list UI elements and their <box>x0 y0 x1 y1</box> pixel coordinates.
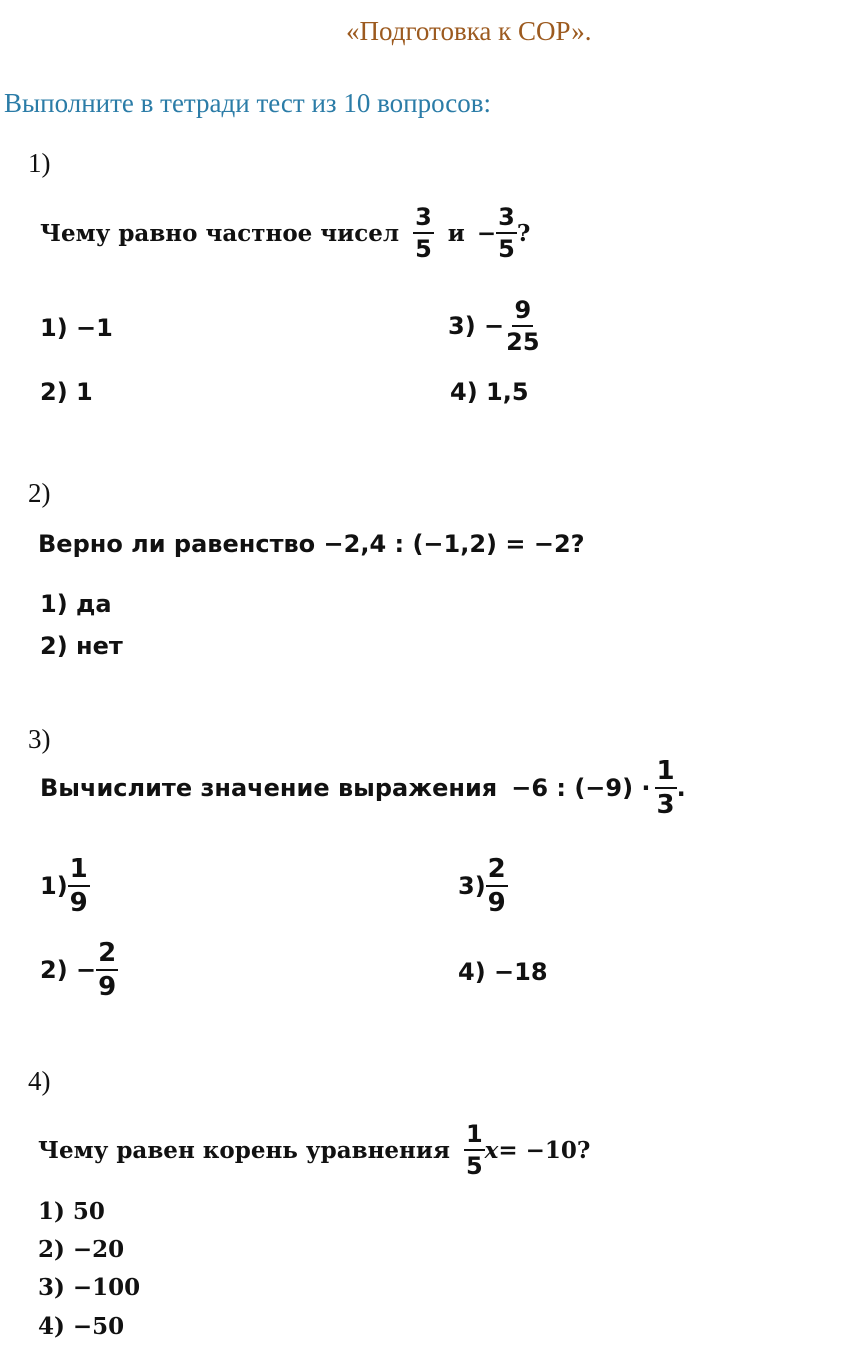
question-1-fraction-b <box>496 205 517 261</box>
question-4-variable: x <box>484 1136 499 1164</box>
question-3-number: 3) <box>28 724 51 754</box>
question-2-prompt: Верно ли равенство −2,4 : (−1,2) = −2? <box>38 530 585 558</box>
instruction-text: Выполните в тетради тест из 10 вопросов: <box>4 88 492 118</box>
question-1-option-1: 1) −1 <box>40 314 113 342</box>
fraction-numerator: 2 <box>96 940 118 971</box>
question-1-option-3 <box>448 298 542 354</box>
question-1-text: Чему равно частное чисел <box>40 219 400 247</box>
fraction-numerator: 1 <box>655 758 677 789</box>
question-2-number: 2) <box>28 478 51 508</box>
option-fraction <box>68 856 90 916</box>
question-4-option-2: 2) −20 <box>38 1236 125 1263</box>
fraction-numerator: 1 <box>68 856 90 887</box>
question-3-expression: −6 : (−9) · <box>511 774 651 802</box>
question-3-fraction <box>655 758 677 818</box>
question-4-fraction <box>464 1122 485 1178</box>
question-1-qmark: ? <box>516 219 531 247</box>
question-3-prompt <box>40 758 686 818</box>
question-1-number: 1) <box>28 148 51 178</box>
fraction-denominator: 9 <box>98 972 117 1002</box>
question-4-text: Чему равен корень уравнения <box>38 1136 450 1164</box>
fraction-denominator: 5 <box>415 235 432 263</box>
question-1-fraction-a <box>413 205 434 261</box>
option-fraction <box>96 940 118 1000</box>
fraction-denominator: 3 <box>656 790 675 820</box>
fraction-denominator: 9 <box>487 888 506 918</box>
question-1-minus: − <box>476 219 497 247</box>
question-3-option-2 <box>40 940 118 1000</box>
option-fraction <box>486 856 508 916</box>
question-4-number: 4) <box>28 1066 51 1096</box>
question-2-option-1: 1) да <box>40 590 112 618</box>
question-1-conjunction: и <box>447 219 465 247</box>
fraction-numerator: 3 <box>496 205 517 234</box>
option-prefix: 1) <box>40 872 68 900</box>
question-4-option-1: 1) 50 <box>38 1198 105 1225</box>
fraction-numerator: 1 <box>464 1122 485 1151</box>
fraction-denominator: 5 <box>498 235 515 263</box>
question-3-option-3 <box>458 856 508 916</box>
fraction-denominator: 9 <box>69 888 88 918</box>
question-3-text: Вычислите значение выражения <box>40 774 498 802</box>
fraction-numerator: 2 <box>486 856 508 887</box>
option-prefix: 3) − <box>448 312 505 340</box>
fraction-denominator: 25 <box>506 328 540 356</box>
page-title: «Подготовка к СОР». <box>346 16 592 46</box>
question-4-option-3: 3) −100 <box>38 1274 141 1301</box>
option-prefix: 2) − <box>40 956 97 984</box>
question-4-prompt <box>38 1122 590 1178</box>
option-prefix: 3) <box>458 872 486 900</box>
question-4-rest: = −10? <box>498 1136 591 1164</box>
question-1-option-4: 4) 1,5 <box>450 378 529 406</box>
fraction-denominator: 5 <box>465 1152 483 1180</box>
question-1-option-2: 2) 1 <box>40 378 93 406</box>
fraction-numerator: 9 <box>512 298 533 327</box>
question-3-option-1 <box>40 856 90 916</box>
option-fraction <box>504 298 541 354</box>
question-3-end: . <box>676 774 686 802</box>
question-4-option-4: 4) −50 <box>38 1313 125 1340</box>
question-1-prompt <box>40 205 530 261</box>
question-2-option-2: 2) нет <box>40 632 123 660</box>
fraction-numerator: 3 <box>413 205 434 234</box>
question-3-option-4: 4) −18 <box>458 958 548 986</box>
